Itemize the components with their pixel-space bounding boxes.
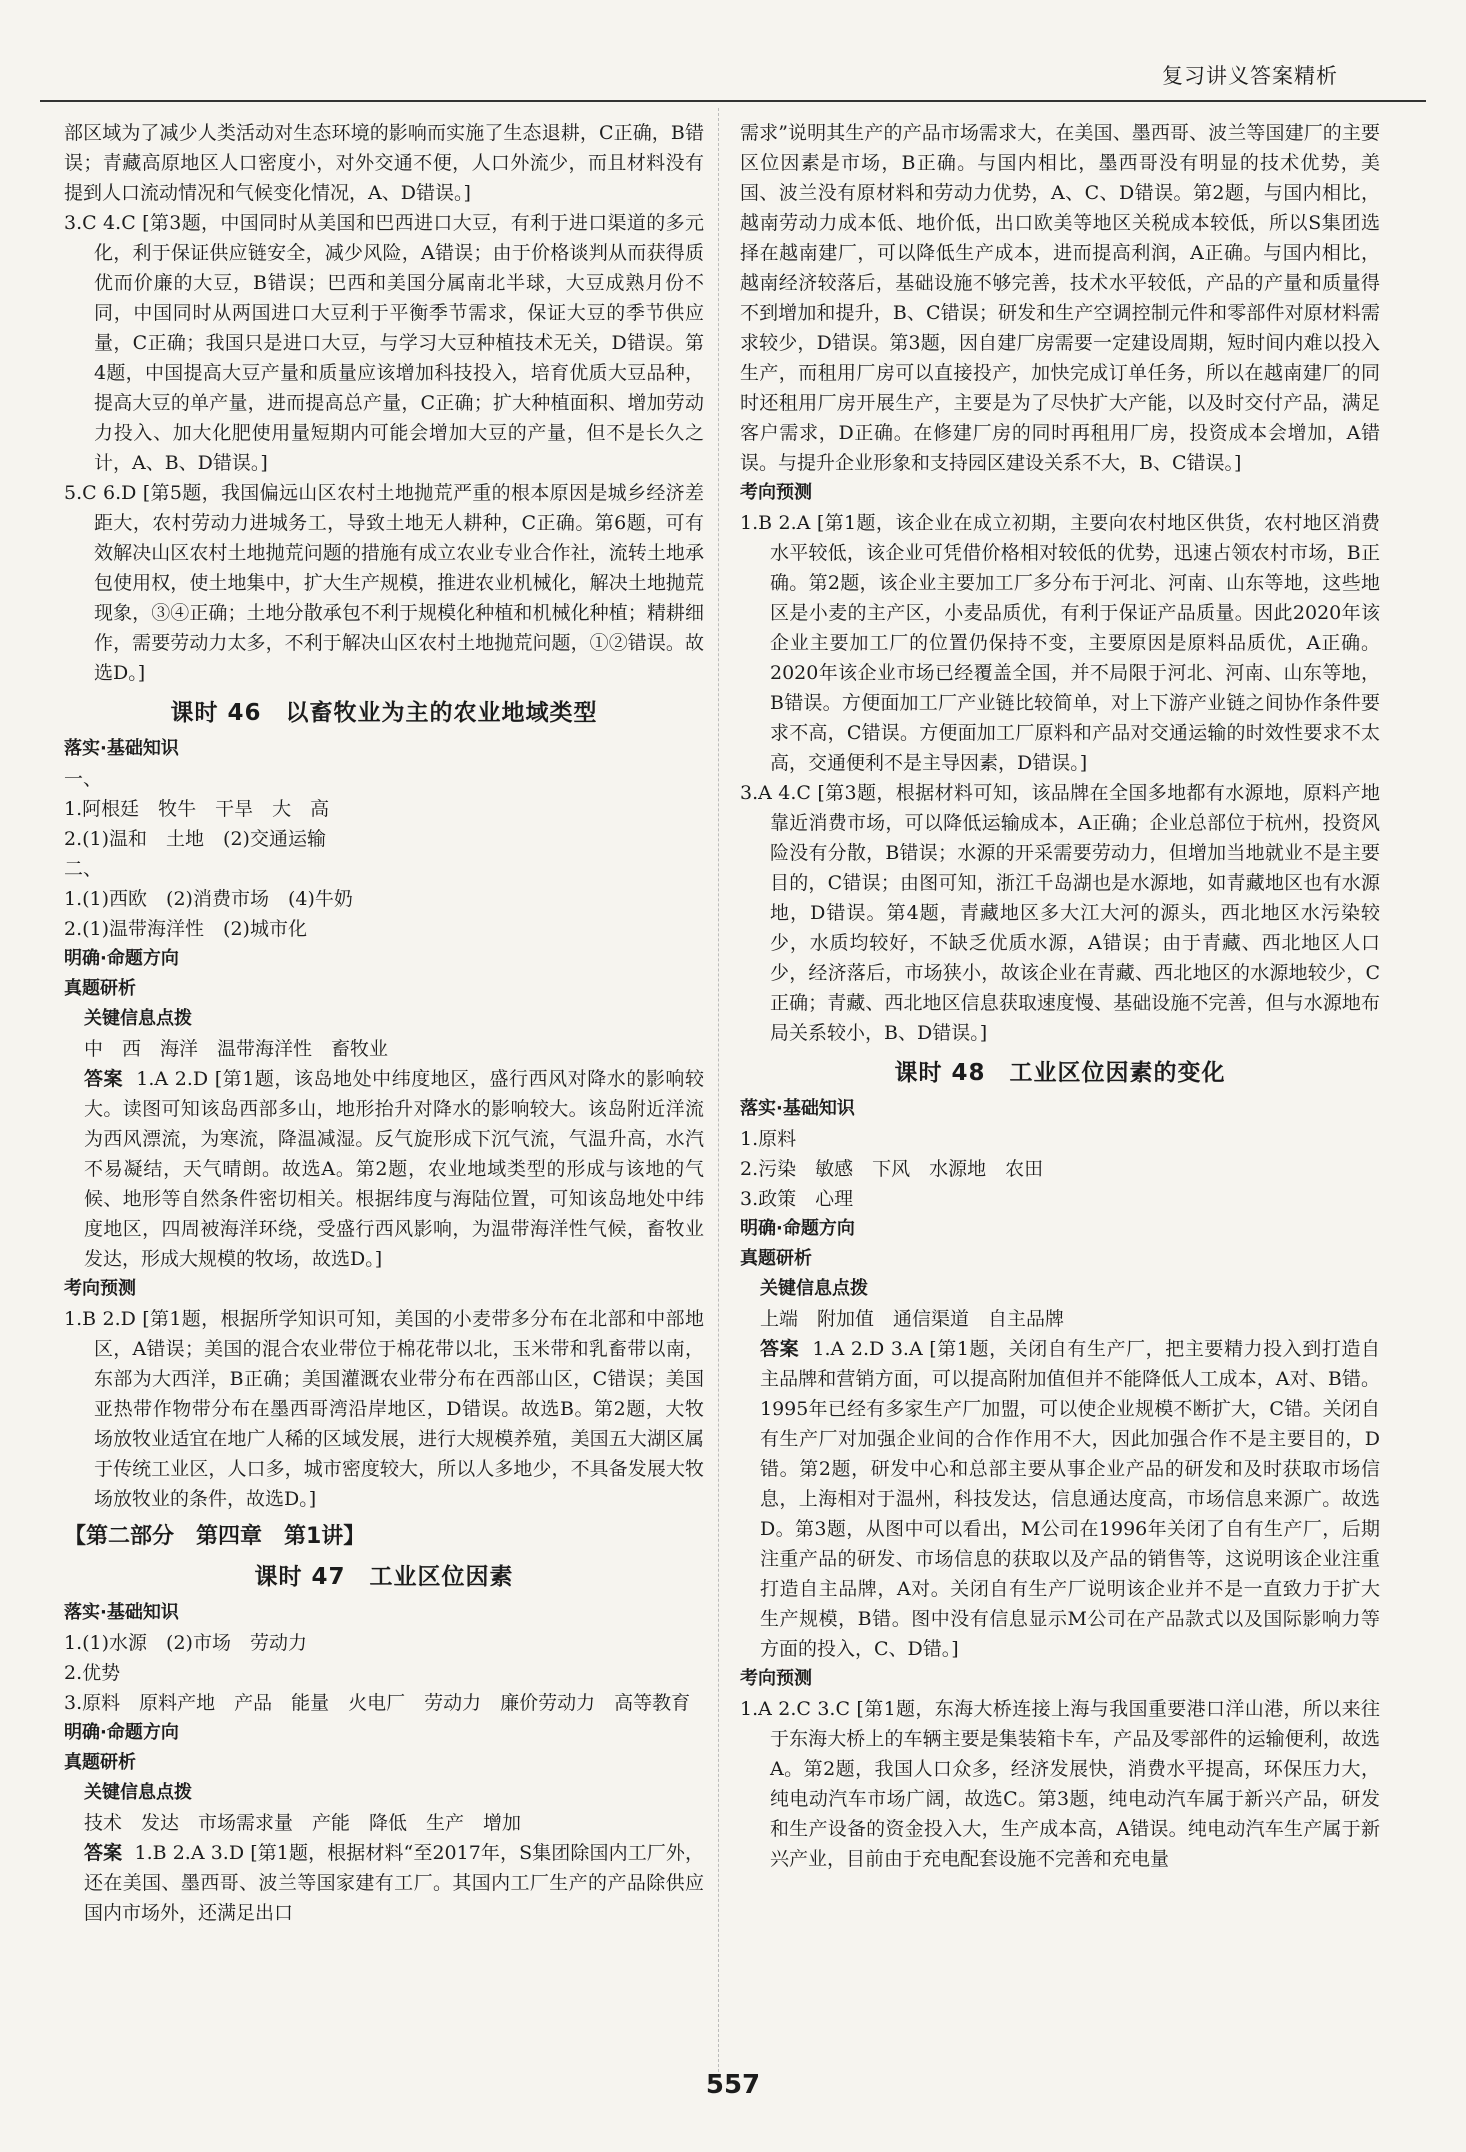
answer-q3-4: 3.C 4.C [第3题，中国同时从美国和巴西进口大豆，有利于进口渠道的多元化，利于保证供应链安全，减少风险，A错误；由于价格谈判从而获得质优而价廉的大豆，B错误；巴西和美国分属南北半球，大豆成熟月份不同，中国同时从两国进口大豆利于平衡季节需求，保证大豆的季节供应量，C正确；我国只是进口大豆，与学习大豆种植技术无关，D错误。第4题，中国提高大豆产量和质量应该增加科技投入，培育优质大豆品种，提高大豆的单产量，进而提高总产量，C正确；扩大种植面积、增加劳动力投入、加大化肥使用量短期内可能会增加大豆的产量，但不是长久之计，A、B、D错误。] (64, 212, 704, 474)
keywords: 上端 附加值 通信渠道 自主品牌 (760, 1308, 1065, 1330)
direction-heading: 明确·命题方向 (740, 1218, 855, 1239)
left-continuation: 部区域为了减少人类活动对生态环境的影响而实施了生态退耕，C正确，B错误；青藏高原地区人口密度小，对外交通不便，人口外流少，而且材料没有提到人口流动情况和气候变化情况，A、D错误。] (64, 122, 704, 204)
answer-text: 1.B 2.A 3.D [第1题，根据材料“至2017年，S集团除国内工厂外，还在美国、墨西哥、波兰等国家建有工厂。其国内工厂生产的产品除供应国内市场外，还满足出口 (84, 1842, 704, 1924)
answer-label: 答案 (84, 1842, 123, 1864)
right-continuation: 需求”说明其生产的产品市场需求大，在美国、墨西哥、波兰等国建厂的主要区位因素是市场，B正确。与国内相比，墨西哥没有明显的技术优势，美国、波兰没有原材料和劳动力优势，A、C、D错误。第2题，与国内相比，越南劳动力成本低、地价低，出口欧美等地区关税成本较低，所以S集团选择在越南建厂，可以降低生产成本，进而提高利润，A正确。与国内相比，越南经济较落后，基础设施不够完善，技术水平较低，产品的产量和质量得不到增加和提升，B、C错误；研发和生产空调控制元件和零部件对原材料需求较少，D错误。第3题，因自建厂房需要一定建设周期，短时间内难以投入生产，而租用厂房可以直接投产，加快完成订单任务，所以在越南建厂的同时还租用厂房开展生产，主要是为了尽快扩大产能，以及时交付产品，满足客户需求，D正确。在修建厂房的同时再租用厂房，投资成本会增加，A错误。与提升企业形象和支持园区建设关系不大，B、C错误。] (740, 122, 1380, 474)
answer-label: 答案 (760, 1338, 800, 1360)
keywords: 技术 发达 市场需求量 产能 降低 生产 增加 (84, 1812, 522, 1834)
basics-item: 2.污染 敏感 下风 水源地 农田 (740, 1158, 1044, 1180)
header-rule (40, 100, 1426, 102)
answer-text: 1.A 2.D [第1题，该岛地处中纬度地区，盛行西风对降水的影响较大。读图可知该岛西部多山，地形抬升对降水的影响较大。该岛附近洋流为西风漂流，为寒流，降温减湿。反气旋形成下沉气流，气温升高，水汽不易凝结，天气晴朗。故选A。第2题，农业地域类型的形成与该地的气候、地形等自然条件密切相关。根据纬度与海陆位置，可知该岛地处中纬度地区，四周被海洋环绕，受盛行西风影响，为温带海洋性气候，畜牧业发达，形成大规模的牧场，故选D。] (84, 1068, 704, 1270)
key-info-heading: 关键信息点拨 (84, 1782, 192, 1803)
real-exam-heading: 真题研析 (64, 1752, 136, 1773)
key-info-heading: 关键信息点拨 (84, 1008, 192, 1029)
column-divider (718, 108, 719, 2072)
direction-heading: 明确·命题方向 (64, 1722, 179, 1743)
answer-block (760, 1334, 1380, 1664)
answer-text: 1.A 2.D 3.A [第1题，关闭自有生产厂，把主要精力投入到打造自主品牌和营销方面，可以提高附加值但并不能降低人工成本，A对、B错。1995年已经有多家生产厂加盟，可以使企业规模不断扩大，C错。关闭自有生产厂对加强企业间的合作作用不大，因此加强合作不是主要目的，D错。第2题，研发中心和总部主要从事企业产品的研发和及时获取市场信息，上海相对于温州，科技发达，信息通达度高，市场信息来源广。故选D。第3题，从图中可以看出，M公司在1996年关闭了自有生产厂，后期注重产品的研发、市场信息的获取以及产品的销售等，这说明该企业注重打造自主品牌，A对。关闭自有生产厂说明该企业并不是一直致力于扩大生产规模，B错。图中没有信息显示M公司在产品款式以及国际影响力等方面的投入，C、D错。] (760, 1338, 1380, 1660)
basics-heading: 落实·基础知识 (64, 1602, 179, 1623)
part-two: 二、 (64, 858, 103, 880)
answer-block (84, 1064, 704, 1274)
basics-item: 1.阿根廷 牧牛 干旱 大 高 (64, 798, 330, 820)
basics-item: 1.(1)水源 (2)市场 劳动力 (64, 1632, 307, 1654)
forecast-heading: 考向预测 (64, 1278, 136, 1299)
real-exam-heading: 真题研析 (740, 1248, 812, 1269)
basics-heading: 落实·基础知识 (740, 1098, 855, 1119)
basics-item: 1.(1)西欧 (2)消费市场 (4)牛奶 (64, 888, 353, 910)
part-heading: 【第二部分 第四章 第1讲】 (64, 1524, 366, 1549)
basics-item: 1.原料 (740, 1128, 797, 1150)
right-column (740, 118, 1380, 1874)
basics-item: 3.原料 原料产地 产品 能量 火电厂 劳动力 廉价劳动力 高等教育 (64, 1692, 691, 1714)
forecast-q1-2: 1.B 2.A [第1题，该企业在成立初期，主要向农村地区供货，农村地区消费水平较低，该企业可凭借价格相对较低的优势，迅速占领农村市场，B正确。第2题，该企业主要加工厂多分布于河北、河南、山东等地，这些地区是小麦的主产区，小麦品质优，有利于保证产品质量。因此2020年该企业主要加工厂的位置仍保持不变，主要原因是原料品质优，A正确。2020年该企业市场已经覆盖全国，并不局限于河北、河南、山东等地，B错误。方便面加工厂产业链比较简单，对上下游产业链之间协作条件要求不高，C错误。方便面加工厂原料和产品对交通运输的时效性要求不太高，交通便利不是主导因素，D错误。] (740, 512, 1380, 774)
forecast-q3-4: 3.A 4.C [第3题，根据材料可知，该品牌在全国多地都有水源地，原料产地靠近消费市场，可以降低运输成本，A正确；企业总部位于杭州，投资风险没有分散，B错误；水源的开采需要劳动力，但增加当地就业不是主要目的，C错误；由图可知，浙江千岛湖也是水源地，如青藏地区也有水源地，D错误。第4题，青藏地区多大江大河的源头，西北地区水污染较少，水质均较好，不缺乏优质水源，A错误；由于青藏、西北地区人口少，经济落后，市场狭小，故该企业在青藏、西北地区的水源地较少，C正确；青藏、西北地区信息获取速度慢、基础设施不完善，但与水源地布局关系较小，B、D错误。] (740, 782, 1380, 1044)
forecast-heading: 考向预测 (740, 1668, 812, 1689)
forecast-answer: 1.A 2.C 3.C [第1题，东海大桥连接上海与我国重要港口洋山港，所以来往于东海大桥上的车辆主要是集装箱卡车，产品及零部件的运输便利，故选A。第2题，我国人口众多，经济发展快，消费水平提高，环保压力大，纯电动汽车市场广阔，故选C。第3题，纯电动汽车属于新兴产品，研发和生产设备的资金投入大，生产成本高，A错误。纯电动汽车生产属于新兴产业，目前由于充电配套设施不完善和充电量 (740, 1698, 1380, 1870)
left-column (64, 118, 704, 1928)
key-info-heading: 关键信息点拨 (760, 1278, 868, 1299)
forecast-answer: 1.B 2.D [第1题，根据所学知识可知，美国的小麦带多分布在北部和中部地区，A错误；美国的混合农业带位于棉花带以北，玉米带和乳畜带以南，东部为大西洋，B正确；美国灌溉农业带分布在西部山区，C错误；美国亚热带作物带分布在墨西哥湾沿岸地区，D错误。故选B。第2题，大牧场放牧业适宜在地广人稀的区域发展，进行大规模养殖，美国五大湖区属于传统工业区，人口多，城市密度较大，所以人多地少，不具备发展大牧场放牧业的条件，故选D。] (64, 1308, 704, 1510)
lesson-47-title: 课时 47 工业区位因素 (254, 1564, 514, 1590)
forecast-heading: 考向预测 (740, 482, 812, 503)
answer-label: 答案 (84, 1068, 124, 1090)
part-one: 一、 (64, 768, 103, 790)
basics-item: 2.(1)温和 土地 (2)交通运输 (64, 828, 326, 850)
basics-item: 2.(1)温带海洋性 (2)城市化 (64, 918, 307, 940)
lesson-48-title: 课时 48 工业区位因素的变化 (894, 1060, 1226, 1086)
basics-item: 2.优势 (64, 1662, 121, 1684)
keywords: 中 西 海洋 温带海洋性 畜牧业 (84, 1038, 389, 1060)
direction-heading: 明确·命题方向 (64, 948, 179, 969)
real-exam-heading: 真题研析 (64, 978, 136, 999)
page-number: 557 (705, 2070, 761, 2100)
answer-block (84, 1838, 704, 1928)
running-header: 复习讲义答案精析 (1162, 64, 1338, 88)
lesson-46-title: 课时 46 以畜牧业为主的农业地域类型 (170, 700, 598, 726)
answer-q5-6: 5.C 6.D [第5题，我国偏远山区农村土地抛荒严重的根本原因是城乡经济差距大，农村劳动力进城务工，导致土地无人耕种，C正确。第6题，可有效解决山区农村土地抛荒问题的措施有成立农业专业合作社，流转土地承包使用权，使土地集中，扩大生产规模，推进农业机械化，解决土地抛荒现象，③④正确；土地分散承包不利于规模化种植和机械化种植；精耕细作，需要劳动力太多，不利于解决山区农村土地抛荒问题，①②错误。故选D。] (64, 482, 704, 684)
basics-heading: 落实·基础知识 (64, 738, 179, 759)
basics-item: 3.政策 心理 (740, 1188, 854, 1210)
